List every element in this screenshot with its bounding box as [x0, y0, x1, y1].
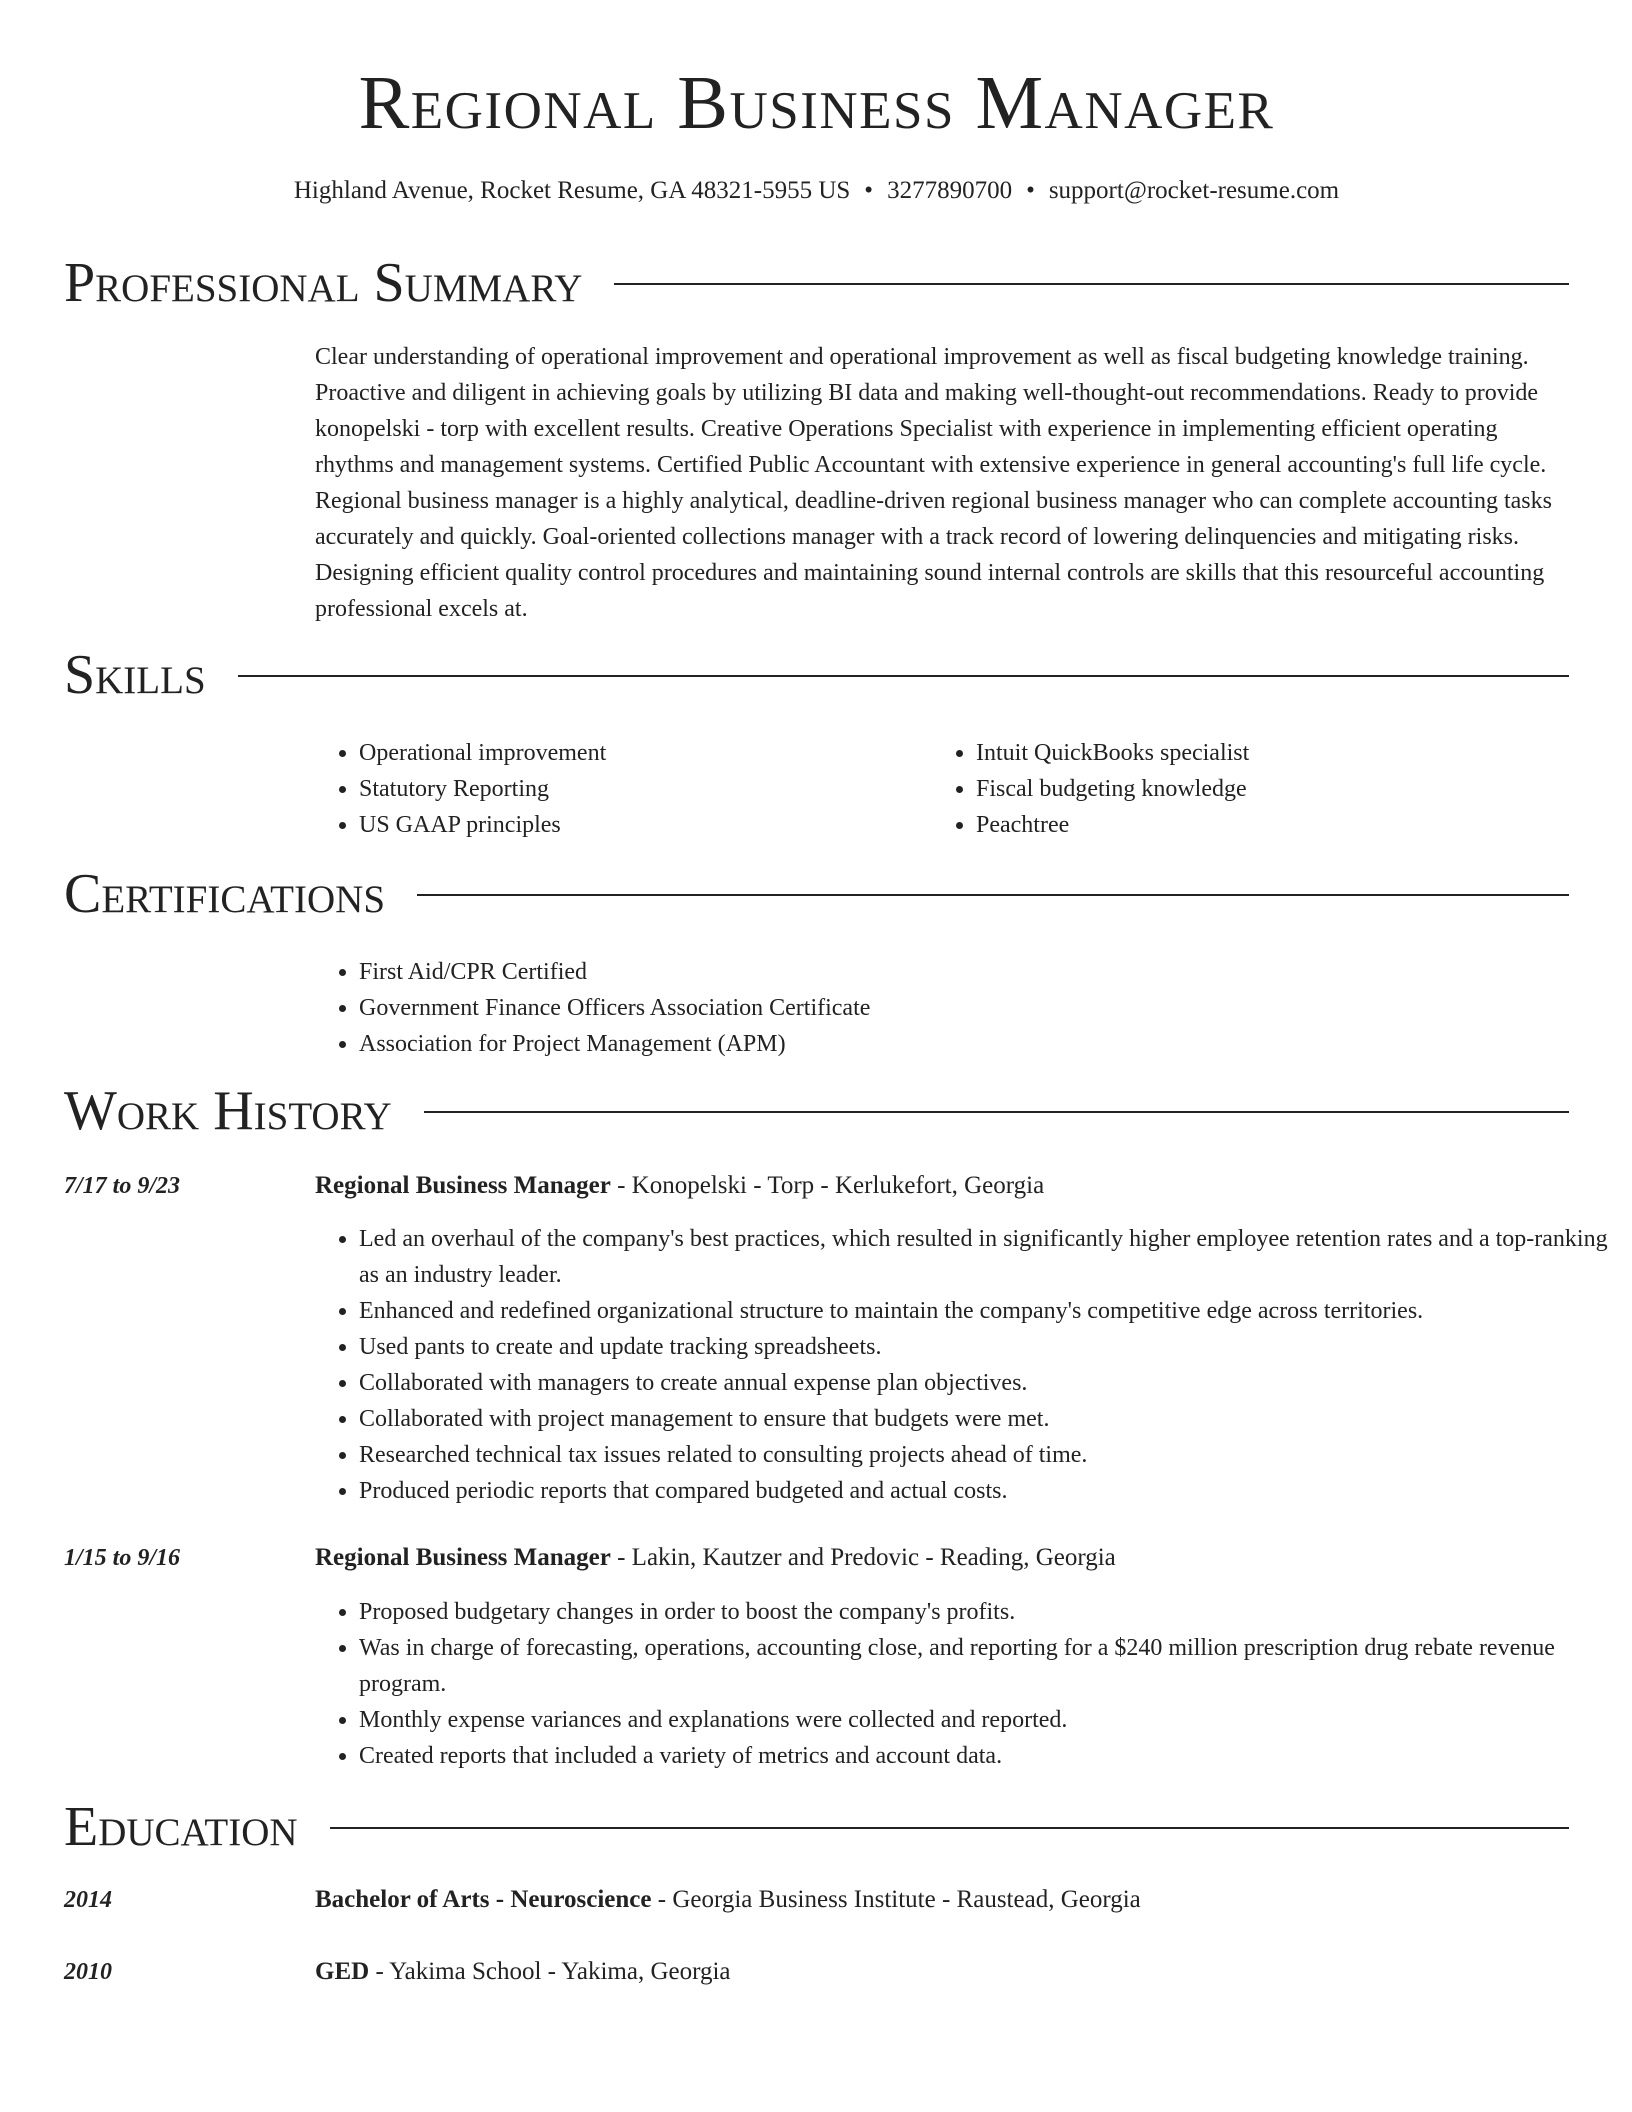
job-role: Regional Business Manager: [315, 1544, 611, 1571]
education-entry: [315, 1882, 1569, 1918]
work-history-title: Work History: [64, 1080, 392, 1142]
summary-section-header: [64, 251, 1569, 315]
certification-item: • Government Finance Officers Association Certificate: [359, 990, 1559, 1026]
job-bullets: [315, 1221, 1613, 1509]
job-bullet: • Collaborated with managers to create annual expense plan objectives.: [359, 1365, 1613, 1401]
job-bullet: • Led an overhaul of the company's best practices, which resulted in significantly higher employee retention rates and a top-ranking as an industry leader.: [359, 1221, 1613, 1293]
contact-address: Highland Avenue, Rocket Resume, GA 48321-5955 US: [293, 177, 851, 204]
skill-item: • Statutory Reporting: [359, 771, 919, 807]
certifications-list: [315, 954, 1559, 1062]
job-dates: 1/15 to 9/16: [64, 1545, 181, 1571]
skill-item: • Fiscal budgeting knowledge: [976, 771, 1576, 807]
job-heading: [315, 1168, 1569, 1204]
job-bullet: • Created reports that included a variety of metrics and account data.: [359, 1738, 1613, 1774]
education-section-header: [64, 1795, 1569, 1859]
job-heading: [315, 1540, 1569, 1576]
skills-title: Skills: [64, 644, 206, 706]
job-bullets: [315, 1594, 1613, 1774]
contact-separator: •: [864, 177, 874, 204]
job-bullet: • Was in charge of forecasting, operations, accounting close, and reporting for a $240 million prescription drug rebate revenue program.: [359, 1630, 1613, 1702]
section-divider: [417, 894, 1569, 896]
job-details: - Lakin, Kautzer and Predovic - Reading, Georgia: [610, 1544, 1116, 1571]
skill-item: • US GAAP principles: [359, 807, 919, 843]
skills-list-left: [315, 735, 919, 843]
job-role: Regional Business Manager: [315, 1172, 611, 1199]
job-bullet: • Proposed budgetary changes in order to boost the company's profits.: [359, 1594, 1613, 1630]
education-details: - Yakima School - Yakima, Georgia: [369, 1958, 731, 1985]
education-entry: [315, 1954, 1569, 1990]
section-divider: [238, 675, 1569, 677]
education-title: Education: [64, 1796, 298, 1858]
education-degree: GED: [315, 1958, 370, 1985]
job-bullet: • Enhanced and redefined organizational structure to maintain the company's competitive edge across territories.: [359, 1293, 1613, 1329]
section-divider: [614, 283, 1569, 285]
contact-line: [64, 174, 1569, 208]
contact-email: support@rocket-resume.com: [1048, 177, 1340, 204]
certifications-section-header: [64, 862, 1569, 926]
contact-phone: 3277890700: [887, 177, 1013, 204]
section-divider: [330, 1827, 1569, 1829]
skills-list-right: [932, 735, 1576, 843]
education-year: 2014: [64, 1887, 112, 1913]
job-bullet: • Produced periodic reports that compared budgeted and actual costs.: [359, 1473, 1613, 1509]
contact-separator: •: [1026, 177, 1035, 204]
skills-section-header: [64, 643, 1569, 707]
job-bullet: • Used pants to create and update tracking spreadsheets.: [359, 1329, 1613, 1365]
education-degree: Bachelor of Arts - Neuroscience: [315, 1886, 652, 1913]
resume-name: Regional Business Manager: [358, 61, 1275, 145]
education-details: - Georgia Business Institute - Raustead, Georgia: [651, 1886, 1141, 1913]
certification-item: • Association for Project Management (APM): [359, 1026, 1559, 1062]
certification-item: • First Aid/CPR Certified: [359, 954, 1559, 990]
summary-text: Clear understanding of operational improvement and operational improvement as well as fiscal budgeting knowledge training. Proactive and diligent in achieving goals by utilizing BI data and making well-thought-out recommendations. Ready to provide konopelski - torp with excellent results. Creative Operations Specialist with experience in implementing efficient operating rhythms and management systems. Certified Public Accountant with extensive experience in general accounting's full life cycle. Regional business manager is a highly analytical, deadline-driven regional business manager who can complete accounting tasks accurately and quickly. Goal-oriented collections manager with a track record of lowering delinquencies and mitigating risks. Designing efficient quality control procedures and maintaining sound internal controls are skills that this resourceful accounting professional excels at.: [315, 344, 1552, 622]
section-divider: [424, 1111, 1569, 1113]
work-history-section-header: [64, 1079, 1569, 1143]
skill-item: • Intuit QuickBooks specialist: [976, 735, 1576, 771]
job-bullet: • Collaborated with project management to ensure that budgets were met.: [359, 1401, 1613, 1437]
job-details: - Konopelski - Torp - Kerlukefort, Georgia: [610, 1172, 1045, 1199]
summary-title: Professional Summary: [64, 252, 583, 314]
education-year: 2010: [64, 1959, 112, 1985]
job-bullet: • Monthly expense variances and explanations were collected and reported.: [359, 1702, 1613, 1738]
skill-item: • Operational improvement: [359, 735, 919, 771]
certifications-title: Certifications: [64, 863, 386, 925]
job-bullet: • Researched technical tax issues related to consulting projects ahead of time.: [359, 1437, 1613, 1473]
skill-item: • Peachtree: [976, 807, 1576, 843]
job-dates: 7/17 to 9/23: [64, 1173, 181, 1199]
